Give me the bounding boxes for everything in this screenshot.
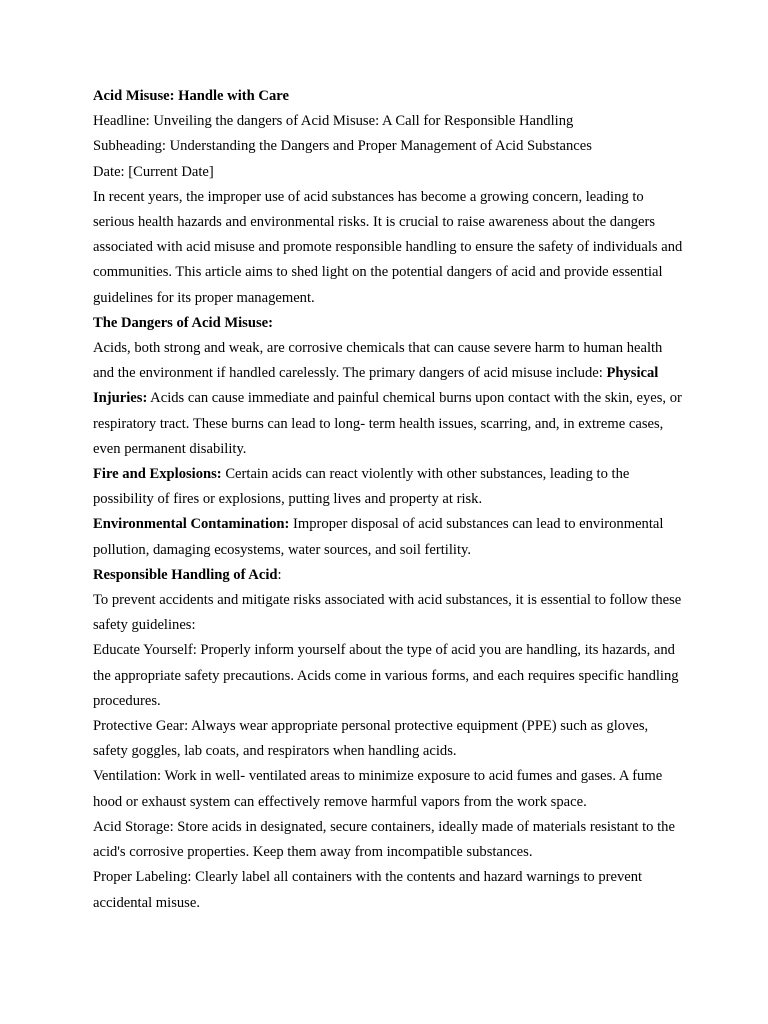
dangers-intro-text: Acids, both strong and weak, are corrosive chemicals that can cause severe harm to human health and the environment if handled carelessly. The primary dangers of acid misuse include: <box>93 340 663 382</box>
fire-explosions-label: Fire and Explosions: <box>93 466 222 483</box>
date-line: Date: [Current Date] <box>93 163 214 180</box>
educate-yourself: Educate Yourself: Properly inform yourself about the type of acid you are handling, its hazards, and the appropriate safety precautions. Acids come in various forms, and each requires specific handling procedures. <box>93 642 679 709</box>
ventilation: Ventilation: Work in well- ventilated areas to minimize exposure to acid fumes and gases. A fume hood or exhaust system can effectively remove harmful vapors from the work space. <box>93 768 663 810</box>
physical-injuries-text: Acids can cause immediate and painful chemical burns upon contact with the skin, eyes, or respiratory tract. These burns can lead to long- term health issues, scarring, and, in extreme cases, even permanent disability. <box>93 390 682 457</box>
physical-injuries-label: Physical Injuries: <box>93 365 659 407</box>
document-title: Acid Misuse: Handle with Care <box>93 88 289 104</box>
document-body <box>93 84 683 916</box>
proper-labeling: Proper Labeling: Clearly label all containers with the contents and hazard warnings to prevent accidental misuse. <box>93 869 643 911</box>
fire-paragraph <box>93 462 683 512</box>
dangers-heading: The Dangers of Acid Misuse: <box>93 314 273 331</box>
handling-heading-colon: : <box>277 566 282 583</box>
handling-intro: To prevent accidents and mitigate risks associated with acid substances, it is essential to follow these safety guidelines: <box>93 592 682 634</box>
dangers-paragraph <box>93 336 683 462</box>
protective-gear: Protective Gear: Always wear appropriate personal protective equipment (PPE) such as gloves, safety goggles, lab coats, and respirators when handling acids. <box>93 718 649 760</box>
handling-heading: Responsible Handling of Acid <box>93 566 278 583</box>
environment-paragraph <box>93 512 683 562</box>
environmental-contamination-label: Environmental Contamination: <box>93 516 290 533</box>
handling-heading-line <box>93 563 683 588</box>
environmental-contamination-text: Improper disposal of acid substances can lead to environmental pollution, damaging ecosystems, water sources, and soil fertility. <box>93 516 664 558</box>
intro-paragraph: In recent years, the improper use of acid substances has become a growing concern, leading to serious health hazards and environmental risks. It is crucial to raise awareness about the dangers associated with acid misuse and promote responsible handling to ensure the safety of individuals and communities. This article aims to shed light on the potential dangers of acid and provide essential guidelines for its proper management. <box>93 188 683 306</box>
acid-storage: Acid Storage: Store acids in designated, secure containers, ideally made of materials resistant to the acid's corrosive properties. Keep them away from incompatible substances. <box>93 818 675 861</box>
subheading: Subheading: Understanding the Dangers and Proper Management of Acid Substances <box>93 138 592 155</box>
headline: Headline: Unveiling the dangers of Acid Misuse: A Call for Responsible Handling <box>93 113 574 130</box>
fire-explosions-text: Certain acids can react violently with other substances, leading to the possibility of fires or explosions, putting lives and property at risk. <box>93 466 630 508</box>
